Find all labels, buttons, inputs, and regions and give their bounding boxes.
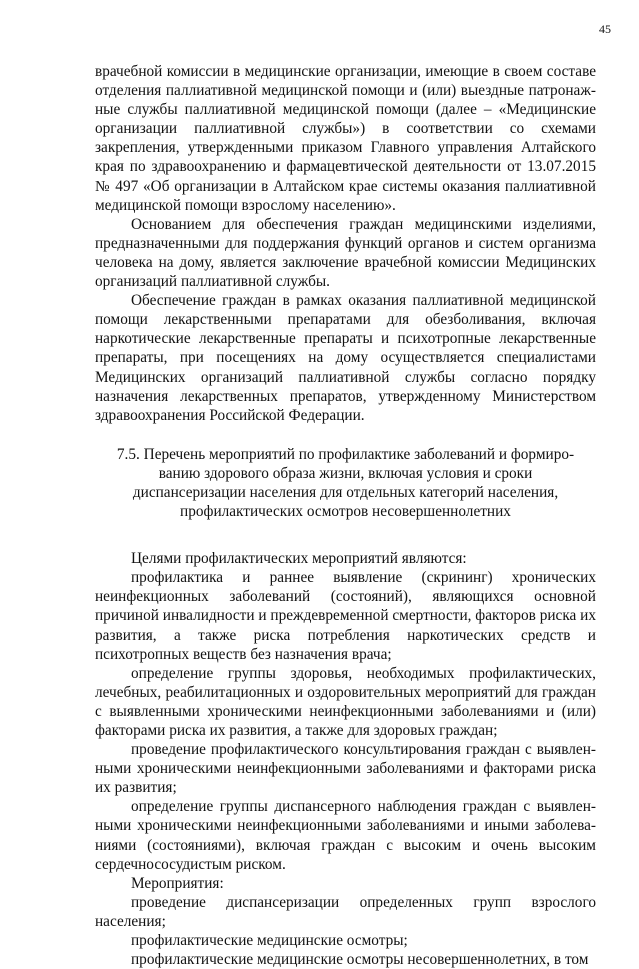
paragraph: Обеспечение граждан в рамках оказания паллиативной медицинской помощи лекарственными препаратами для обезболивания, включая наркотические лекарственные препараты и психотропные лекарственные препараты, при посещениях на дому осуществляется специалистами Медицинских организаций паллиативной службы согласно порядку назначения лекарственных препаратов, утвержденному Министерством здравоохранения Российской Федерации.	[95, 292, 596, 424]
activities-intro: Мероприятия:	[131, 874, 224, 892]
goals-intro: Целями профилактических мероприятий являются:	[131, 550, 467, 568]
page-number: 45	[599, 22, 611, 36]
goal-item: определение группы диспансерного наблюдения граждан с выявленными хроническими неинфекционными заболеваниями и иными заболеваниями (состояниями), включая граждан с высоким и очень высоким сердечнососудистым риском.	[95, 798, 596, 873]
activity-item: проведение диспансеризации определенных групп взрослого населения;	[95, 893, 596, 930]
goal-item: определение группы здоровья, необходимых профилактических, лечебных, реабилитационных и оздоровительных мероприятий для граждан с выявленными хроническими неинфекционными заболеваниями и (или) факторами риска их развития, а также для здоровых граждан;	[95, 664, 596, 739]
paragraph: врачебной комиссии в медицинские организации, имеющие в своем составе отделения паллиативной медицинской помощи и (или) выездные патронажные службы паллиативной медицинской помощи (далее – «Медицинские организации паллиативной службы») в соответствии со схемами закрепления, утвержденными приказом Главного управления Алтайского края по здравоохранению и фармацевтической деятельности от 13.07.2015 № 497 «Об организации в Алтайском крае системы оказания паллиативной медицинской помощи взрослому населению».	[95, 63, 596, 214]
activity-item: профилактические медицинские осмотры;	[131, 932, 408, 950]
goal-item: проведение профилактического консультирования граждан с выявленными хроническими неинфекционными заболеваниями и факторами риска их развития;	[95, 741, 596, 797]
activity-item: профилактические медицинские осмотры несовершеннолетних, в том	[131, 951, 589, 969]
document-body	[95, 62, 596, 969]
section-heading: 7.5. Перечень мероприятий по профилактике заболеваний и формированию здорового образа жизни, включая условия и сроки диспансеризации населения для отдельных категорий населения, профилактических осмотров несовершеннолетних	[116, 445, 575, 521]
goal-item: профилактика и раннее выявление (скрининг) хронических неинфекционных заболеваний (состояний), являющихся основной причиной инвалидности и преждевременной смертности, факторов риска их развития, а также риска потребления наркотических средств и психотропных веществ без назначения врача;	[95, 569, 596, 663]
paragraph: Основанием для обеспечения граждан медицинскими изделиями, предназначенными для поддержания функций органов и систем организма человека на дому, является заключение врачебной комиссии Медицинских организаций паллиативной службы.	[95, 215, 596, 291]
